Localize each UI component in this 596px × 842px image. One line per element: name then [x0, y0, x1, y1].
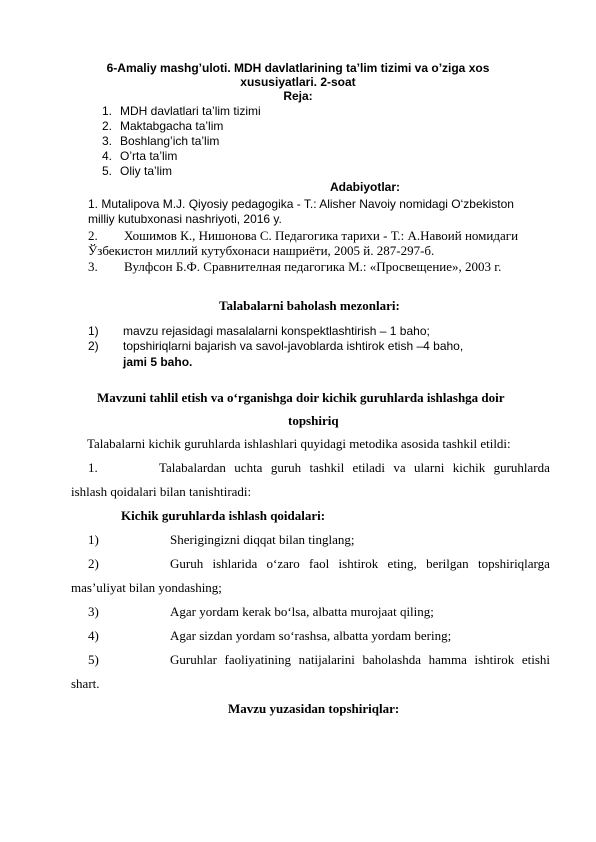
plan-item: Maktabgacha ta’lim: [120, 119, 224, 133]
literature-item-2-cont: Ўзбекистон миллий кутубхонаси нашриёти, 2005 й. 287-297-б.: [88, 243, 435, 258]
word: kichik: [452, 460, 486, 475]
word: etishi: [521, 652, 550, 667]
literature-item-number: 3.: [88, 259, 98, 274]
rule-number: 3): [88, 604, 99, 619]
rule-2-continuation: mas’uliyat bilan yondashing;: [71, 580, 222, 595]
rule-number: 2): [88, 556, 99, 571]
word: hamma: [428, 652, 467, 667]
page-title-line-2: xususiyatlari. 2-soat: [240, 75, 356, 89]
page-title-line-1: 6-Amaliy mashg’uloti. MDH davlatlarining ta’lim tizimi va o’ziga xos: [106, 61, 490, 75]
rule-4: Agar sizdan yordam so‘rashsa, albatta yordam bering;: [170, 628, 452, 643]
literature-item-2: Хошимов К., Нишонова С. Педагогика тарихи - Т.: А.Навоий номидаги: [124, 228, 519, 243]
literature-item-1: 1. Mutalipova M.J. Qiyosiy pedagogika - T.: Alisher Navoiy nomidagi O‘zbekiston: [88, 197, 514, 211]
word: etiladi: [352, 460, 386, 475]
criteria-total: jami 5 baho.: [123, 355, 193, 369]
criteria-item: mavzu rejasidagi masalalarni konspektlashtirish – 1 baho;: [123, 324, 430, 338]
plan-item: O’rta ta’lim: [120, 149, 178, 163]
plan-heading: Reja:: [283, 89, 313, 103]
criteria-heading: Talabalarni baholash mezonlari:: [219, 298, 400, 313]
plan-item-number: 4.: [102, 149, 113, 163]
literature-item-1-cont: milliy kutubxonasi nashriyoti, 2016 y.: [88, 212, 282, 226]
word: guruh: [270, 460, 302, 475]
task-heading-line-1: Mavzuni tahlil etish va o‘rganishga doir kichik guruhlarda ishlashga doir: [97, 390, 505, 405]
word: o‘zaro: [266, 556, 300, 571]
word: Guruhlar: [170, 652, 217, 667]
word: topshiriqlarga: [477, 556, 550, 571]
word: baholashda: [362, 652, 421, 667]
task-heading-line-2: topshiriq: [288, 413, 339, 428]
rule-5-continuation: shart.: [71, 676, 100, 691]
intro-paragraph: Talabalarni kichik guruhlarda ishlashlari quyidagi metodika asosida tashkil etildi:: [87, 436, 511, 451]
word: ularni: [414, 460, 445, 475]
plan-item-number: 3.: [102, 134, 113, 148]
word: tashkil: [309, 460, 345, 475]
plan-item-number: 2.: [102, 119, 113, 133]
literature-item-3: Вулфсон Б.Ф. Сравнителная педагогика М.: «Просвещение», 2003 г.: [124, 259, 502, 274]
rule-5: [170, 652, 550, 668]
word: eting,: [387, 556, 417, 571]
step-number: 1.: [88, 460, 98, 475]
tasks-heading: Mavzu yuzasidan topshiriqlar:: [228, 701, 400, 716]
plan-item-number: 5.: [102, 164, 113, 178]
word: va: [393, 460, 406, 475]
word: faoliyatining: [224, 652, 291, 667]
rule-number: 4): [88, 628, 99, 643]
word: guruhlarda: [493, 460, 550, 475]
plan-item: Boshlang’ich ta’lim: [120, 134, 220, 148]
rule-1: Sherigingizni diqqat bilan tinglang;: [170, 532, 355, 547]
step-1-continuation: ishlash qoidalari bilan tanishtiradi:: [71, 484, 252, 499]
word: natijalarini: [298, 652, 355, 667]
rule-2: [170, 556, 550, 572]
word: ishtirok: [474, 652, 515, 667]
rule-number: 1): [88, 532, 99, 547]
rules-heading: Kichik guruhlarda ishlash qoidalari:: [121, 508, 326, 523]
rule-3: Agar yordam kerak bo‘lsa, albatta murojaat qiling;: [170, 604, 434, 619]
word: Guruh: [170, 556, 204, 571]
word: berilgan: [426, 556, 469, 571]
literature-item-number: 2.: [88, 228, 98, 243]
word: ishlarida: [212, 556, 258, 571]
criteria-item: topshiriqlarni bajarish va savol-javoblarda ishtirok etish –4 baho,: [123, 339, 464, 353]
plan-item: Oliy ta’lim: [120, 164, 173, 178]
word: ishtirok: [338, 556, 379, 571]
word: uchta: [234, 460, 263, 475]
criteria-number: 1): [88, 324, 99, 338]
plan-item: MDH davlatlari ta’lim tizimi: [120, 104, 261, 118]
word: faol: [309, 556, 330, 571]
step-1-text: [159, 460, 550, 476]
criteria-number: 2): [88, 339, 99, 353]
plan-item-number: 1.: [102, 104, 113, 118]
literature-heading: Adabiyotlar:: [330, 180, 401, 194]
rule-number: 5): [88, 652, 99, 667]
word: Talabalardan: [159, 460, 226, 475]
